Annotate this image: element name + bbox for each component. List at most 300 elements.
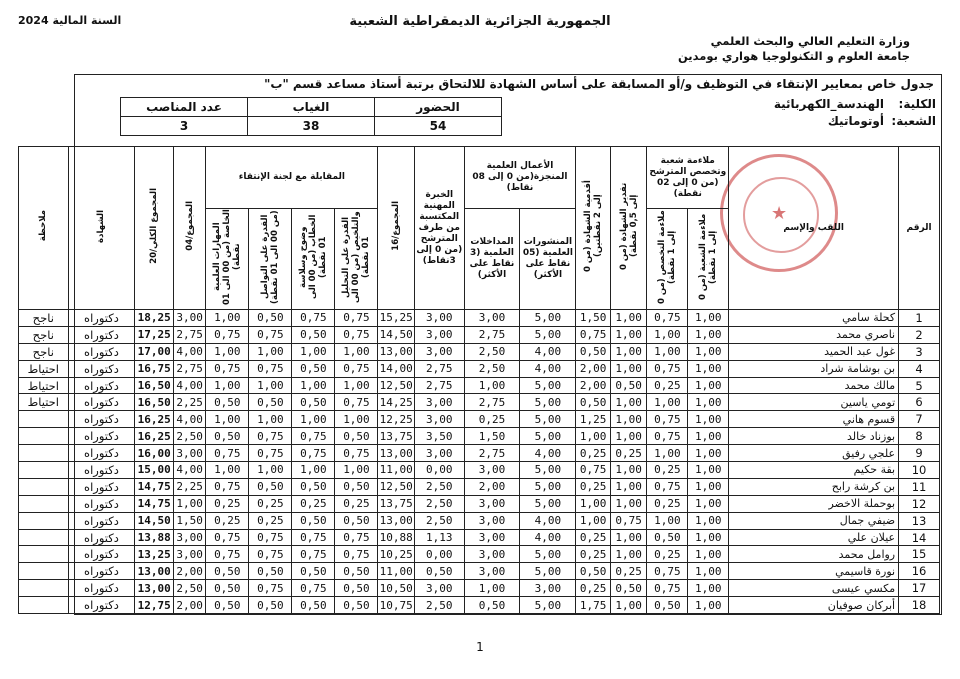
cell-skills: 0,75 <box>206 326 249 343</box>
cell-skills: 1,00 <box>206 343 249 360</box>
cell-presentations: 3,00 <box>464 546 520 563</box>
cell-total16: 11,00 <box>379 463 413 477</box>
cell-communication: 0,75 <box>249 428 292 445</box>
cell-communication: 0,50 <box>249 394 292 411</box>
cell-degree: دكتوراه <box>68 310 135 327</box>
cell-communication: 1,00 <box>249 343 292 360</box>
cell-experience: 3,00 <box>415 326 464 343</box>
cell-total20: 16,50 <box>135 394 174 411</box>
cell-total16: 13,00 <box>379 345 413 359</box>
cell-total04: 3,00 <box>174 310 206 327</box>
cell-grade: 1,00 <box>610 343 647 360</box>
cell-name: تومي ياسين <box>729 394 899 411</box>
cell-publications: 4,00 <box>520 360 576 377</box>
cell-degree: دكتوراه <box>68 512 135 529</box>
cell-seniority: 1,00 <box>576 512 610 529</box>
cell-analysis: 0,75 <box>335 394 378 411</box>
cell-clarity: 0,50 <box>292 326 335 343</box>
cell-presentations: 2,75 <box>464 445 520 462</box>
cell-fit-branch: 1,00 <box>688 360 729 377</box>
cell-total20: 13,00 <box>135 580 174 597</box>
cell-rank: 8 <box>899 428 940 445</box>
cell-notes <box>19 462 69 479</box>
table-row <box>19 445 940 462</box>
cell-fit-branch: 1,00 <box>688 563 729 580</box>
cell-seniority: 1,50 <box>576 310 610 327</box>
cell-name: أبركان صوفيان <box>729 597 899 614</box>
cell-grade: 1,00 <box>610 546 647 563</box>
cell-experience: 1,13 <box>415 529 464 546</box>
cell-publications: 5,00 <box>520 462 576 479</box>
table-row <box>19 512 940 529</box>
cell-seniority: 0,25 <box>576 546 610 563</box>
cell-name: مكسي عيسى <box>729 580 899 597</box>
cell-publications: 5,00 <box>520 428 576 445</box>
cell-analysis: 1,00 <box>335 343 378 360</box>
cell-total04: 3,00 <box>174 529 206 546</box>
cell-total16: 10,50 <box>379 581 413 595</box>
cell-presentations: 2,00 <box>464 478 520 495</box>
cell-total16: 11,00 <box>379 564 413 578</box>
cell-clarity: 0,75 <box>292 529 335 546</box>
cell-analysis: 0,75 <box>335 529 378 546</box>
cell-fit-spec: 0,75 <box>647 580 688 597</box>
cell-publications: 4,00 <box>520 512 576 529</box>
cell-degree: دكتوراه <box>68 563 135 580</box>
cell-total20: 16,25 <box>135 411 174 428</box>
cell-analysis: 0,75 <box>335 360 378 377</box>
cell-grade: 1,00 <box>610 326 647 343</box>
cell-total04: 2,25 <box>174 478 206 495</box>
table-row <box>19 546 940 563</box>
positions-count: 3 <box>121 117 248 136</box>
cell-grade: 1,00 <box>610 360 647 377</box>
cell-presentations: 2,50 <box>464 360 520 377</box>
cell-fit-spec: 0,75 <box>647 428 688 445</box>
cell-notes <box>19 546 69 563</box>
col-name: اللقب والإسم <box>729 147 899 310</box>
cell-degree: دكتوراه <box>68 529 135 546</box>
branch-label: الشعبة: <box>891 114 936 128</box>
cell-publications: 5,00 <box>520 546 576 563</box>
cell-clarity: 0,75 <box>292 546 335 563</box>
cell-experience: 3,00 <box>415 394 464 411</box>
cell-publications: 4,00 <box>520 529 576 546</box>
cell-fit-spec: 1,00 <box>647 445 688 462</box>
faculty-value: الهندسة_الكهربائية <box>773 97 884 111</box>
faculty-label: الكلية: <box>898 97 936 111</box>
col-clarity: وضوح وسلاسة الخطاب (من 00 الى 01 نقطة) <box>292 209 335 310</box>
cell-total20: 16,50 <box>135 377 174 394</box>
cell-total20: 14,75 <box>135 495 174 512</box>
cell-total16: 10,75 <box>379 598 413 612</box>
cell-total16: 13,00 <box>379 514 413 528</box>
col-grade: تقدير الشهادة (من 0 إلى 0,5 نقطة) <box>610 147 647 310</box>
cell-publications: 4,00 <box>520 343 576 360</box>
cell-clarity: 0,50 <box>292 478 335 495</box>
cell-clarity: 0,75 <box>292 310 335 327</box>
cell-notes <box>19 512 69 529</box>
cell-total20: 12,75 <box>135 597 174 614</box>
cell-degree: دكتوراه <box>68 478 135 495</box>
cell-experience: 2,50 <box>415 478 464 495</box>
cell-seniority: 1,25 <box>576 411 610 428</box>
cell-total04: 3,00 <box>174 546 206 563</box>
cell-total20: 15,00 <box>135 462 174 479</box>
cell-experience: 3,50 <box>415 428 464 445</box>
cell-fit-branch: 1,00 <box>688 529 729 546</box>
cell-total20: 18,25 <box>135 310 174 327</box>
cell-degree: دكتوراه <box>68 377 135 394</box>
col-total04: المجموع/04 <box>174 147 206 310</box>
col-presentations: المداخلات العلمية (3 نقاط على الأكثر) <box>464 209 520 310</box>
cell-fit-branch: 1,00 <box>688 580 729 597</box>
cell-notes: احتياط <box>19 394 69 411</box>
col-total20: المجموع الكلي/20 <box>135 147 174 310</box>
cell-analysis: 0,25 <box>335 495 378 512</box>
cell-name: روامل محمد <box>729 546 899 563</box>
cell-total16: 13,75 <box>379 497 413 511</box>
cell-seniority: 0,25 <box>576 478 610 495</box>
table-row <box>19 495 940 512</box>
table-title: جدول خاص بمعايير الإنتقاء في التوظيف و/أو المسابقة على أساس الشهادة للالتحاق برتبة أستاذ مساعد قسم "ب" <box>264 77 934 91</box>
cell-analysis: 0,50 <box>335 563 378 580</box>
cell-rank: 10 <box>899 462 940 479</box>
col-analysis: القدرة على التحليل والتلخيص (من 00 الى 01 نقطة) <box>335 209 378 310</box>
cell-fit-spec: 0,75 <box>647 478 688 495</box>
cell-rank: 14 <box>899 529 940 546</box>
cell-seniority: 1,00 <box>576 495 610 512</box>
cell-name: بوزناد خالد <box>729 428 899 445</box>
cell-skills: 0,50 <box>206 597 249 614</box>
cell-total04: 2,00 <box>174 597 206 614</box>
cell-presentations: 1,00 <box>464 377 520 394</box>
positions-label: عدد المناصب <box>121 98 248 117</box>
cell-fit-spec: 1,00 <box>647 343 688 360</box>
cell-total04: 1,50 <box>174 512 206 529</box>
cell-clarity: 1,00 <box>292 411 335 428</box>
table-row <box>19 411 940 428</box>
cell-skills: 0,75 <box>206 529 249 546</box>
cell-skills: 0,50 <box>206 563 249 580</box>
cell-seniority: 0,75 <box>576 462 610 479</box>
cell-name: كحلة سامي <box>729 310 899 327</box>
cell-presentations: 2,75 <box>464 394 520 411</box>
cell-notes <box>19 478 69 495</box>
cell-degree: دكتوراه <box>68 546 135 563</box>
cell-fit-branch: 1,00 <box>688 546 729 563</box>
cell-presentations: 2,50 <box>464 343 520 360</box>
cell-degree: دكتوراه <box>68 495 135 512</box>
branch-value: أوتوماتيك <box>827 114 884 128</box>
cell-seniority: 0,75 <box>576 326 610 343</box>
cell-analysis: 0,75 <box>335 546 378 563</box>
cell-presentations: 1,00 <box>464 580 520 597</box>
cell-notes <box>19 580 69 597</box>
cell-notes: ناجح <box>19 343 69 360</box>
cell-total04: 2,75 <box>174 360 206 377</box>
cell-publications: 5,00 <box>520 597 576 614</box>
cell-communication: 0,75 <box>249 546 292 563</box>
cell-fit-branch: 1,00 <box>688 310 729 327</box>
table-row <box>19 360 940 377</box>
cell-seniority: 0,25 <box>576 445 610 462</box>
cell-fit-spec: 1,00 <box>647 512 688 529</box>
col-publications: المنشورات العلمية (05 نقاط على الأكثر) <box>520 209 576 310</box>
cell-grade: 0,25 <box>610 563 647 580</box>
cell-publications: 5,00 <box>520 394 576 411</box>
cell-total16: 12,50 <box>379 379 413 392</box>
cell-seniority: 0,50 <box>576 394 610 411</box>
col-scientific-group: الأعمال العلمية المنجزة(من 0 إلى 08 نقاط) <box>464 147 576 209</box>
cell-grade: 1,00 <box>610 310 647 327</box>
cell-presentations: 3,00 <box>464 512 520 529</box>
present-count: 54 <box>375 117 502 136</box>
cell-presentations: 2,75 <box>464 326 520 343</box>
cell-skills: 0,75 <box>206 445 249 462</box>
absent-count: 38 <box>248 117 375 136</box>
cell-clarity: 0,25 <box>292 495 335 512</box>
cell-degree: دكتوراه <box>68 445 135 462</box>
cell-communication: 1,00 <box>249 462 292 479</box>
cell-fit-spec: 0,75 <box>647 360 688 377</box>
cell-rank: 13 <box>899 512 940 529</box>
col-communication: القدرة على التواصل (من 00 الى 01 نقطة) <box>249 209 292 310</box>
present-label: الحضور <box>375 98 502 117</box>
cell-analysis: 0,50 <box>335 580 378 597</box>
table-row <box>19 343 940 360</box>
cell-communication: 0,75 <box>249 360 292 377</box>
cell-publications: 5,00 <box>520 310 576 327</box>
cell-grade: 1,00 <box>610 411 647 428</box>
cell-grade: 0,50 <box>610 377 647 394</box>
cell-name: نورة قاسيمي <box>729 563 899 580</box>
cell-rank: 5 <box>899 377 940 394</box>
cell-analysis: 1,00 <box>335 462 378 479</box>
cell-experience: 3,00 <box>415 343 464 360</box>
cell-experience: 3,00 <box>415 580 464 597</box>
cell-notes: احتياط <box>19 360 69 377</box>
cell-skills: 1,00 <box>206 377 249 394</box>
cell-clarity: 1,00 <box>292 462 335 479</box>
cell-experience: 3,00 <box>415 310 464 327</box>
cell-fit-branch: 1,00 <box>688 326 729 343</box>
page-number: 1 <box>476 640 484 654</box>
cell-grade: 1,00 <box>610 597 647 614</box>
table-row <box>19 377 940 394</box>
col-degree: الشهادة <box>68 147 135 310</box>
cell-rank: 3 <box>899 343 940 360</box>
cell-total16: 10,88 <box>379 531 413 545</box>
cell-grade: 1,00 <box>610 428 647 445</box>
cell-analysis: 0,75 <box>335 445 378 462</box>
cell-skills: 0,75 <box>206 478 249 495</box>
cell-clarity: 0,75 <box>292 445 335 462</box>
cell-fit-branch: 1,00 <box>688 377 729 394</box>
cell-seniority: 2,00 <box>576 377 610 394</box>
cell-notes <box>19 597 69 614</box>
cell-name: بقة حكيم <box>729 462 899 479</box>
cell-total20: 16,25 <box>135 428 174 445</box>
table-row <box>19 310 940 327</box>
cell-analysis: 0,50 <box>335 597 378 614</box>
cell-skills: 0,75 <box>206 360 249 377</box>
cell-presentations: 3,00 <box>464 310 520 327</box>
table-row <box>19 478 940 495</box>
cell-grade: 1,00 <box>610 478 647 495</box>
cell-analysis: 0,50 <box>335 428 378 445</box>
cell-name: مالك محمد <box>729 377 899 394</box>
cell-skills: 1,00 <box>206 411 249 428</box>
cell-presentations: 3,00 <box>464 462 520 479</box>
col-fit-branch: ملاءمة الشعبة (من 0 إلى 1 نقطة) <box>688 209 729 310</box>
table-row <box>19 326 940 343</box>
cell-analysis: 0,75 <box>335 326 378 343</box>
university-name: جامعة العلوم و التكنولوجيا هواري بومدين <box>677 49 910 63</box>
cell-degree: دكتوراه <box>68 428 135 445</box>
cell-rank: 4 <box>899 360 940 377</box>
cell-total04: 2,00 <box>174 563 206 580</box>
cell-total16: 14,00 <box>379 362 413 376</box>
cell-fit-spec: 0,75 <box>647 310 688 327</box>
cell-presentations: 0,50 <box>464 597 520 614</box>
cell-seniority: 0,50 <box>576 343 610 360</box>
col-fit-group: ملاءمة شعبة وتخصص المترشح (من 0 إلى 02 نقطة) <box>647 147 729 209</box>
cell-total16: 13,00 <box>379 446 413 460</box>
stamp-star-icon: ★ <box>771 203 788 224</box>
cell-skills: 1,00 <box>206 462 249 479</box>
cell-fit-branch: 1,00 <box>688 428 729 445</box>
cell-fit-branch: 1,00 <box>688 394 729 411</box>
cell-degree: دكتوراه <box>68 394 135 411</box>
cell-grade: 0,25 <box>610 445 647 462</box>
cell-experience: 2,50 <box>415 495 464 512</box>
cell-analysis: 1,00 <box>335 411 378 428</box>
cell-fit-branch: 1,00 <box>688 411 729 428</box>
table-row <box>19 394 940 411</box>
absent-label: الغياب <box>248 98 375 117</box>
cell-fit-spec: 1,00 <box>647 394 688 411</box>
cell-publications: 4,00 <box>520 445 576 462</box>
cell-total16: 10,25 <box>379 547 413 561</box>
cell-total04: 4,00 <box>174 343 206 360</box>
cell-notes <box>19 563 69 580</box>
cell-notes <box>19 428 69 445</box>
cell-total04: 1,00 <box>174 495 206 512</box>
cell-total20: 16,00 <box>135 445 174 462</box>
cell-fit-spec: 1,00 <box>647 326 688 343</box>
cell-rank: 7 <box>899 411 940 428</box>
cell-analysis: 0,75 <box>335 310 378 327</box>
cell-total20: 17,00 <box>135 343 174 360</box>
table-row <box>19 580 940 597</box>
cell-experience: 0,00 <box>415 546 464 563</box>
col-seniority: أقدمية الشهادة (من 0 إلى 2 نقطتين) <box>576 147 610 310</box>
cell-publications: 5,00 <box>520 495 576 512</box>
cell-total20: 13,88 <box>135 529 174 546</box>
col-interview-group: المقابلة مع لجنة الإنتقاء <box>206 147 378 209</box>
cell-degree: دكتوراه <box>68 326 135 343</box>
cell-presentations: 0,25 <box>464 411 520 428</box>
table-row <box>19 462 940 479</box>
col-rank: الرقم <box>899 147 940 310</box>
cell-total20: 13,25 <box>135 546 174 563</box>
cell-name: قسوم هاني <box>729 411 899 428</box>
cell-total04: 2,25 <box>174 394 206 411</box>
cell-fit-spec: 0,75 <box>647 563 688 580</box>
cell-fit-spec: 0,25 <box>647 462 688 479</box>
cell-experience: 2,75 <box>415 377 464 394</box>
cell-seniority: 2,00 <box>576 360 610 377</box>
cell-total16: 12,25 <box>379 412 413 426</box>
cell-notes: ناجح <box>19 326 69 343</box>
cell-degree: دكتوراه <box>68 462 135 479</box>
cell-notes <box>19 445 69 462</box>
cell-grade: 0,50 <box>610 580 647 597</box>
cell-communication: 0,50 <box>249 478 292 495</box>
cell-degree: دكتوراه <box>68 343 135 360</box>
cell-grade: 1,00 <box>610 495 647 512</box>
cell-total04: 4,00 <box>174 411 206 428</box>
cell-fit-branch: 1,00 <box>688 462 729 479</box>
cell-skills: 0,50 <box>206 428 249 445</box>
candidates-table <box>18 146 940 614</box>
cell-rank: 18 <box>899 597 940 614</box>
cell-name: غول عبد الحميد <box>729 343 899 360</box>
cell-rank: 11 <box>899 478 940 495</box>
cell-notes: احتياط <box>19 377 69 394</box>
col-experience: الخبرة المهنية المكتسبة من طرف المترشح (من 0 إلى 3نقاط) <box>415 147 464 310</box>
cell-rank: 1 <box>899 310 940 327</box>
table-row <box>19 529 940 546</box>
cell-publications: 3,00 <box>520 580 576 597</box>
cell-notes <box>19 529 69 546</box>
cell-communication: 1,00 <box>249 377 292 394</box>
cell-total04: 4,00 <box>174 377 206 394</box>
cell-total04: 3,00 <box>174 445 206 462</box>
cell-name: بوحملة الاخضر <box>729 495 899 512</box>
cell-seniority: 0,50 <box>576 563 610 580</box>
cell-fit-spec: 0,50 <box>647 529 688 546</box>
cell-name: عيلان علي <box>729 529 899 546</box>
cell-rank: 12 <box>899 495 940 512</box>
cell-notes <box>19 411 69 428</box>
cell-publications: 5,00 <box>520 478 576 495</box>
cell-analysis: 0,50 <box>335 512 378 529</box>
cell-experience: 2,50 <box>415 512 464 529</box>
cell-clarity: 1,00 <box>292 377 335 394</box>
cell-skills: 0,25 <box>206 495 249 512</box>
cell-clarity: 0,50 <box>292 512 335 529</box>
cell-rank: 9 <box>899 445 940 462</box>
cell-total20: 17,25 <box>135 326 174 343</box>
cell-communication: 0,75 <box>249 529 292 546</box>
cell-publications: 5,00 <box>520 377 576 394</box>
cell-degree: دكتوراه <box>68 360 135 377</box>
cell-communication: 0,75 <box>249 326 292 343</box>
cell-skills: 0,25 <box>206 512 249 529</box>
cell-total16: 14,25 <box>379 395 413 409</box>
cell-publications: 5,00 <box>520 411 576 428</box>
cell-seniority: 0,25 <box>576 580 610 597</box>
cell-total04: 2,50 <box>174 428 206 445</box>
cell-experience: 3,00 <box>415 445 464 462</box>
cell-rank: 16 <box>899 563 940 580</box>
cell-communication: 1,00 <box>249 411 292 428</box>
cell-total16: 15,25 <box>379 311 413 325</box>
cell-experience: 0,50 <box>415 563 464 580</box>
cell-communication: 0,25 <box>249 512 292 529</box>
